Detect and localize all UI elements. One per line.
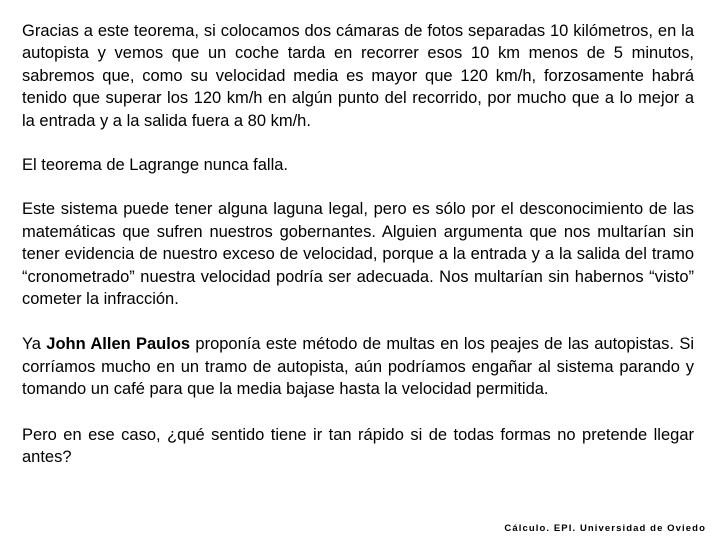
paulos-prefix: Ya xyxy=(22,335,47,354)
paragraph-paulos-tolls xyxy=(22,333,694,400)
paulos-suffix: proponía este método de multas en los peajes de las autopistas. Si corríamos mucho en un tramo de autopista, aún podríamos engañar al sistema parando y tomando un café para que la media bajase hasta la velocidad permitida. xyxy=(22,335,694,399)
paragraph-legal-loophole: Este sistema puede tener alguna laguna legal, pero es sólo por el desconocimiento de las matemáticas que sufren nuestros gobernantes. Alguien argumenta que nos multarían sin tener evidencia de nuestro exceso de velocidad, porque a la entrada y a la salida del tramo “cronometrado” nuestra velocidad podría ser adecuada. Nos multarían sin habernos “visto” cometer la infracción. xyxy=(22,200,694,309)
paragraph-closing-question: Pero en ese caso, ¿qué sentido tiene ir tan rápido si de todas formas no pretende llegar antes? xyxy=(22,425,694,467)
paragraph-lagrange-never-fails: El teorema de Lagrange nunca falla. xyxy=(22,156,289,175)
author-name: John Allen Paulos xyxy=(46,335,191,354)
paragraph-lagrange-cameras: Gracias a este teorema, si colocamos dos cámaras de fotos separadas 10 kilómetros, en la autopista y vemos que un coche tarda en recorrer esos 10 km menos de 5 minutos, sabremos que, como su velocidad media es mayor que 120 km/h, forzosamente habrá tenido que superar los 120 km/h en algún punto del recorrido, por mucho que a lo mejor a la entrada y a la salida fuera a 80 km/h. xyxy=(22,22,694,130)
footer-credit: Cálculo. EPI. Universidad de Oviedo xyxy=(504,523,706,534)
slide-body xyxy=(22,20,694,469)
